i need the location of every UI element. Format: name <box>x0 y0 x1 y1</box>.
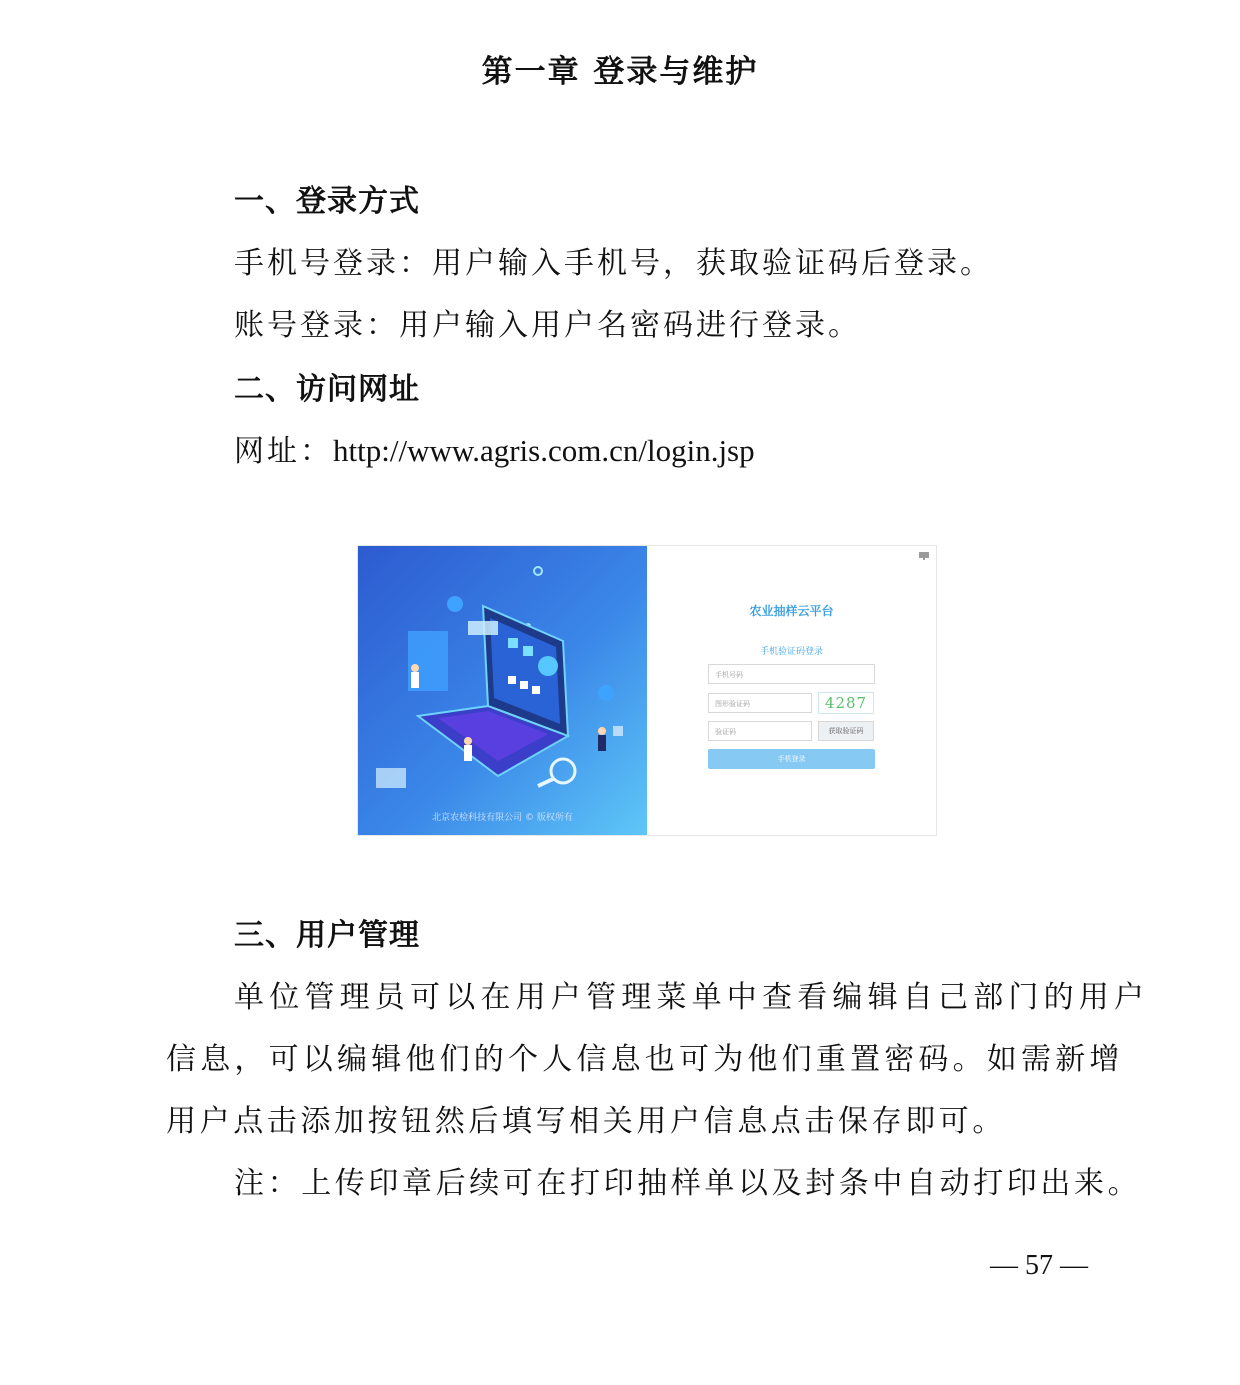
section-heading-user-management: 三、用户管理 <box>234 918 420 953</box>
user-management-paragraph-line-3: 用户点击添加按钮然后填写相关用户信息点击保存即可。 <box>166 1104 1006 1139</box>
sms-code-input[interactable]: 验证码 <box>708 721 812 741</box>
login-page-screenshot <box>357 545 937 836</box>
url-line <box>234 426 755 470</box>
user-management-paragraph-line-2: 信息，可以编辑他们的个人信息也可为他们重置密码。如需新增 <box>166 1042 1124 1077</box>
chapter-title: 第一章 登录与维护 <box>481 54 759 90</box>
user-management-paragraph-line-1: 单位管理员可以在用户管理菜单中查看编辑自己部门的用户 <box>234 980 1150 1015</box>
login-form-panel <box>647 546 936 835</box>
laptop-illustration <box>358 546 647 835</box>
url-label: 网址： <box>234 434 333 469</box>
get-code-button[interactable]: 获取验证码 <box>818 721 874 741</box>
login-method-phone: 手机号登录：用户输入手机号，获取验证码后登录。 <box>234 246 993 281</box>
platform-title: 农业抽样云平台 <box>749 604 834 618</box>
image-code-input[interactable]: 图形验证码 <box>708 693 812 713</box>
seal-note: 注：上传印章后续可在打印抽样单以及封条中自动打印出来。 <box>234 1166 1142 1201</box>
captcha-image[interactable] <box>818 692 874 714</box>
captcha-text: 4287 <box>824 694 868 712</box>
phone-login-button[interactable]: 手机登录 <box>708 749 875 769</box>
section-heading-access-url: 二、访问网址 <box>234 372 420 407</box>
url-link[interactable]: http://www.agris.com.cn/login.jsp <box>333 433 755 468</box>
page-number: — 57 — <box>990 1250 1088 1281</box>
phone-number-input[interactable]: 手机号码 <box>708 664 875 684</box>
login-illustration-panel <box>358 546 647 835</box>
section-heading-login-methods: 一、登录方式 <box>234 184 420 219</box>
login-method-account: 账号登录：用户输入用户名密码进行登录。 <box>234 308 861 343</box>
copyright-text: 北京农检科技有限公司 © 版权所有 <box>432 813 573 823</box>
tab-sms-login[interactable]: 手机验证码登录 <box>759 647 823 657</box>
monitor-icon[interactable] <box>918 551 930 561</box>
